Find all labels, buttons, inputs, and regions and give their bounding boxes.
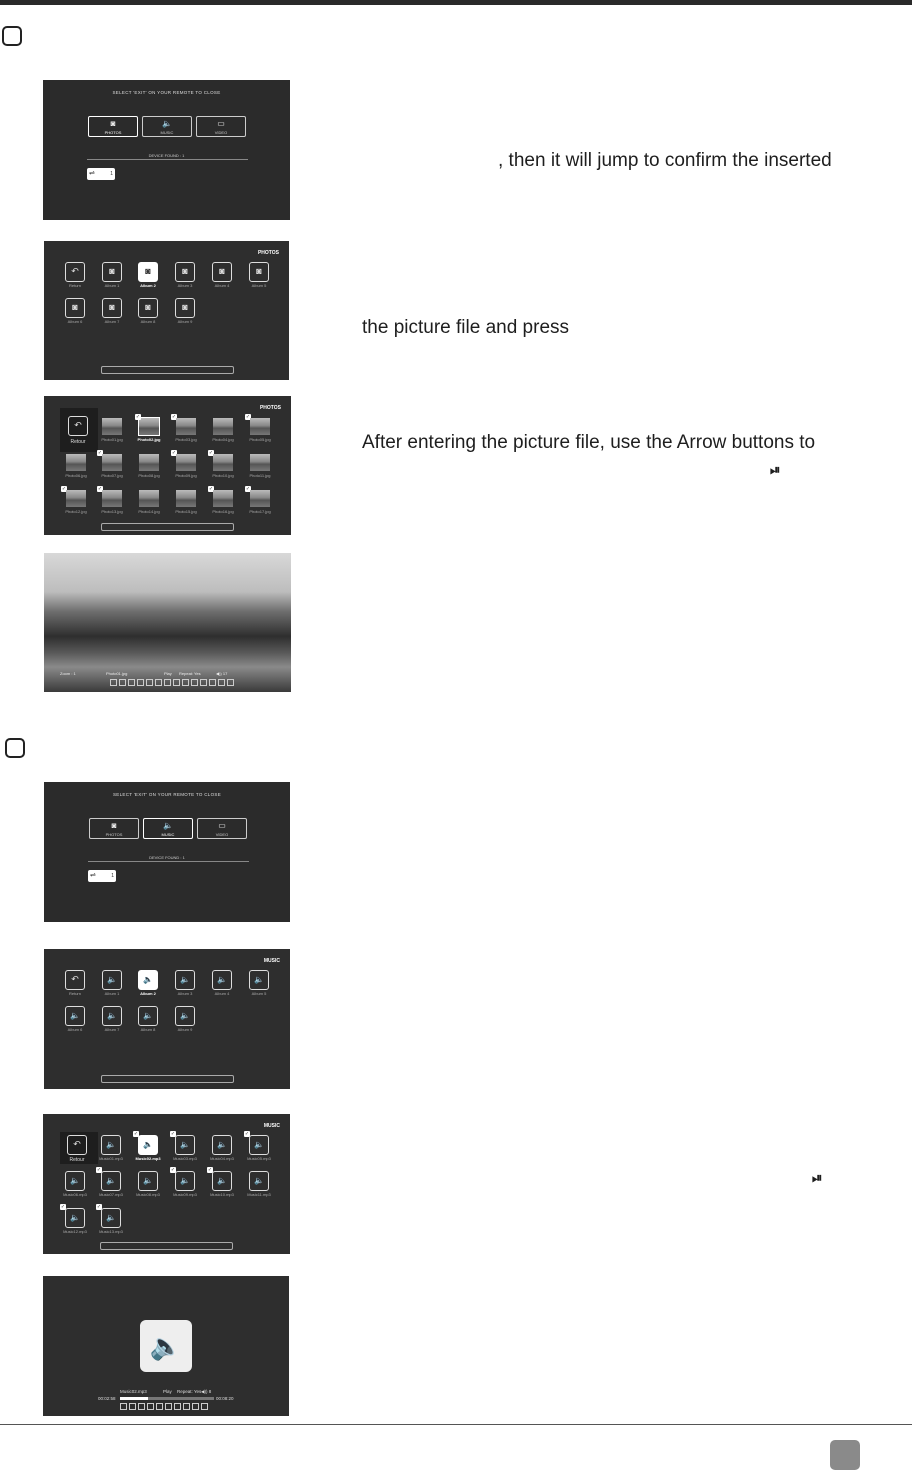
album-label: Album 3: [177, 283, 193, 288]
video-camera-icon: ▭: [217, 119, 225, 128]
music-file-icon: 🔈: [249, 1135, 269, 1155]
control-bar: [120, 1403, 208, 1410]
album-label: Album 6: [67, 1027, 83, 1032]
control-icon: [192, 1403, 199, 1410]
music-file-icon: 🔈: [65, 1208, 85, 1228]
screen-title: MUSIC: [263, 958, 280, 964]
status-bar: [101, 1075, 234, 1083]
control-icon: [227, 679, 234, 686]
control-icon: [174, 1403, 181, 1410]
screenshot-photo-albums: [44, 241, 289, 380]
album-label: Album 8: [140, 1027, 156, 1032]
music-label: Music04.mp3: [210, 1156, 234, 1161]
section-checkbox-photos: [2, 26, 22, 46]
album-icon: ◙: [102, 298, 122, 318]
photo-label: Photo10.jpg: [212, 473, 234, 478]
music-file-icon: 🔈: [212, 1171, 232, 1191]
screenshot-music-files: [43, 1114, 290, 1254]
track-name: Music02.mp3: [120, 1389, 147, 1394]
volume-level: ◀)) 8: [201, 1389, 212, 1394]
music-button-label: MUSIC: [160, 130, 174, 135]
play-state: Play: [163, 1389, 172, 1394]
speaker-icon: 🔈: [140, 1320, 192, 1372]
album-icon: ◙: [249, 262, 269, 282]
return-icon: ↶: [68, 416, 88, 436]
video-button: [196, 116, 246, 137]
retour-label: Retour: [69, 1157, 85, 1163]
usb-device-icon: ⇌ 1: [88, 870, 116, 882]
photo-label: Photo02.jpg: [137, 437, 161, 442]
volume-level: ◀)) 17: [216, 671, 228, 676]
total-time: 00:08:20: [216, 1396, 234, 1401]
photo-thumbnail: [102, 418, 122, 435]
page-number-badge: [830, 1440, 860, 1470]
album-icon: 🔈: [102, 970, 122, 990]
album-label: Album 7: [104, 319, 120, 324]
music-label: Music05.mp3: [247, 1156, 271, 1161]
music-file-icon: 🔈: [101, 1208, 121, 1228]
screen-header: SELECT 'EXIT' ON YOUR REMOTE TO CLOSE: [112, 90, 221, 95]
device-found-label: DEVICE FOUND : 1: [149, 855, 185, 860]
album-label: Album 9: [177, 319, 193, 324]
album-icon: ◙: [65, 298, 85, 318]
video-button-label: VIDEO: [215, 832, 229, 837]
control-icon: [164, 679, 171, 686]
photo-label: Photo05.jpg: [249, 437, 271, 442]
check-icon: ✓: [135, 414, 141, 420]
control-icon: [218, 679, 225, 686]
top-rule: [0, 0, 912, 5]
instruction-line-2: the picture file and press: [362, 317, 570, 338]
music-label: Music03.mp3: [173, 1156, 197, 1161]
screenshot-photo-files: [44, 396, 291, 535]
return-icon: ↶: [65, 970, 85, 990]
photo-thumbnail: [66, 490, 86, 507]
check-icon: ✓: [97, 486, 103, 492]
instruction-line-1: , then it will jump to confirm the inserted: [498, 150, 832, 171]
check-icon: ✓: [245, 486, 251, 492]
music-file-icon: 🔈: [249, 1171, 269, 1191]
elapsed-time: 00:02:58: [98, 1396, 116, 1401]
control-icon: [200, 679, 207, 686]
album-label: Album 1: [104, 991, 120, 996]
album-icon: ◙: [138, 298, 158, 318]
music-button-label: MUSIC: [161, 832, 175, 837]
screenshot-music-player: [43, 1276, 289, 1416]
photos-button: [88, 116, 138, 137]
photo-label: Photo15.jpg: [175, 509, 197, 514]
screen-header: SELECT 'EXIT' ON YOUR REMOTE TO CLOSE: [112, 792, 221, 797]
photo-label: Photo17.jpg: [249, 509, 271, 514]
music-label: Music01.mp3: [99, 1156, 123, 1161]
file-name: Photo01.jpg: [106, 671, 128, 676]
check-icon: ✓: [244, 1131, 250, 1137]
photo-thumbnail: [176, 418, 196, 435]
music-file-icon: 🔈: [175, 1171, 195, 1191]
photo-label: Photo11.jpg: [249, 473, 271, 478]
music-label: Music08.mp3: [136, 1192, 160, 1197]
album-label: Album 2: [140, 991, 156, 996]
album-icon: 🔈: [138, 1006, 158, 1026]
photo-label: Photo09.jpg: [175, 473, 197, 478]
progress-bar: [120, 1397, 214, 1400]
check-icon: ✓: [96, 1167, 102, 1173]
check-icon: ✓: [96, 1204, 102, 1210]
photo-label: Photo16.jpg: [212, 509, 234, 514]
music-label: Music06.mp3: [63, 1192, 87, 1197]
check-icon: ✓: [60, 1204, 66, 1210]
control-icon: [183, 1403, 190, 1410]
album-icon: 🔈: [249, 970, 269, 990]
music-label: Music12.mp3: [63, 1229, 87, 1234]
photo-label: Photo07.jpg: [101, 473, 123, 478]
music-file-icon-selected: 🔈: [138, 1135, 158, 1155]
music-label: Music10.mp3: [210, 1192, 234, 1197]
album-label: Album 2: [140, 283, 156, 288]
photo-thumbnail: [213, 490, 233, 507]
control-icon: [147, 1403, 154, 1410]
album-label: Album 5: [251, 991, 267, 996]
screen-title: PHOTOS: [257, 250, 279, 256]
album-label: Album 9: [177, 1027, 193, 1032]
music-label: Music09.mp3: [173, 1192, 197, 1197]
control-icon: [155, 679, 162, 686]
control-bar: [110, 679, 234, 686]
photos-button: [89, 818, 139, 839]
control-icon: [128, 679, 135, 686]
usb-device-number: 1: [110, 171, 113, 177]
photo-label: Photo14.jpg: [138, 509, 160, 514]
photo-thumbnail: [213, 418, 233, 435]
photos-button-label: PHOTOS: [105, 832, 123, 837]
album-icon: 🔈: [175, 970, 195, 990]
album-label: Return: [68, 283, 81, 288]
check-icon: ✓: [97, 450, 103, 456]
check-icon: ✓: [171, 414, 177, 420]
video-button-label: VIDEO: [214, 130, 228, 135]
control-icon: [191, 679, 198, 686]
music-label: Music07.mp3: [99, 1192, 123, 1197]
music-button: [143, 818, 193, 839]
progress-fill: [120, 1397, 148, 1400]
check-icon: ✓: [61, 486, 67, 492]
screenshot-music-albums: [44, 949, 290, 1089]
album-label: Album 6: [67, 319, 83, 324]
status-bar: [101, 523, 234, 531]
album-icon: 🔈: [65, 1006, 85, 1026]
album-label: Album 3: [177, 991, 193, 996]
control-icon: [182, 679, 189, 686]
screen-title: PHOTOS: [259, 405, 281, 411]
check-icon: ✓: [171, 450, 177, 456]
music-label: Music02.mp3: [135, 1156, 161, 1161]
control-icon: [156, 1403, 163, 1410]
photo-label: Photo08.jpg: [138, 473, 160, 478]
photo-thumbnail: [139, 454, 159, 471]
photo-thumbnail-selected: [139, 418, 159, 435]
control-icon: [120, 1403, 127, 1410]
screen-title: MUSIC: [263, 1123, 280, 1129]
device-found-label: DEVICE FOUND : 1: [148, 153, 185, 158]
photo-label: Photo13.jpg: [101, 509, 123, 514]
screenshot-device-photos: [43, 80, 290, 220]
speaker-icon: 🔈: [163, 821, 173, 830]
check-icon: ✓: [133, 1131, 139, 1137]
album-icon: 🔈: [212, 970, 232, 990]
album-label: Return: [68, 991, 81, 996]
album-icon: ◙: [175, 262, 195, 282]
music-file-icon: 🔈: [101, 1135, 121, 1155]
usb-device-icon: ⇌ 1: [87, 168, 115, 180]
album-icon-selected: 🔈: [138, 970, 158, 990]
check-icon: ✓: [208, 450, 214, 456]
music-file-icon: 🔈: [175, 1135, 195, 1155]
photos-button-label: PHOTOS: [104, 130, 122, 135]
photo-thumbnail: [250, 418, 270, 435]
album-icon-selected: ◙: [138, 262, 158, 282]
status-bar: [101, 366, 234, 374]
retour-label: Retour: [70, 439, 86, 445]
control-icon: [138, 1403, 145, 1410]
photo-thumbnail: [250, 454, 270, 471]
album-icon: ◙: [212, 262, 232, 282]
photo-thumbnail: [176, 490, 196, 507]
device-divider: [87, 159, 248, 160]
control-icon: [110, 679, 117, 686]
check-icon: ✓: [245, 414, 251, 420]
music-label: Music11.mp3: [247, 1192, 271, 1197]
camera-icon: ◙: [111, 821, 117, 830]
return-icon: ↶: [67, 1135, 87, 1155]
repeat-state: Repeat: Yes: [179, 671, 201, 676]
control-icon: [201, 1403, 208, 1410]
album-icon: 🔈: [102, 1006, 122, 1026]
photo-thumbnail: [102, 490, 122, 507]
control-icon: [165, 1403, 172, 1410]
play-state: Play: [164, 671, 172, 676]
album-icon: ◙: [175, 298, 195, 318]
photo-thumbnail: [176, 454, 196, 471]
status-bar: [100, 1242, 233, 1250]
photo-thumbnail: [102, 454, 122, 471]
check-icon: ✓: [170, 1167, 176, 1173]
photo-label: Photo06.jpg: [65, 473, 87, 478]
album-label: Album 8: [140, 319, 156, 324]
photo-label: Photo03.jpg: [175, 437, 197, 442]
photo-thumbnail: [213, 454, 233, 471]
speaker-icon: 🔈: [162, 119, 172, 128]
album-label: Album 4: [214, 991, 230, 996]
control-icon: [209, 679, 216, 686]
photo-label: Photo12.jpg: [65, 509, 87, 514]
control-icon: [129, 1403, 136, 1410]
photo-thumbnail: [250, 490, 270, 507]
album-label: Album 4: [214, 283, 230, 288]
music-file-icon: 🔈: [138, 1171, 158, 1191]
return-icon: ↶: [65, 262, 85, 282]
music-button: [142, 116, 192, 137]
album-label: Album 5: [251, 283, 267, 288]
repeat-state: Repeat: Yes: [177, 1389, 202, 1394]
video-camera-icon: ▭: [218, 821, 226, 830]
screenshot-device-music: [44, 782, 290, 922]
control-icon: [119, 679, 126, 686]
zoom-text: Zoom : 1: [60, 671, 76, 676]
play-pause-icon: ⏯: [812, 1170, 823, 1185]
music-file-icon: 🔈: [65, 1171, 85, 1191]
photo-label: Photo01.jpg: [101, 437, 123, 442]
device-divider: [88, 861, 249, 862]
photo-thumbnail: [66, 454, 86, 471]
check-icon: ✓: [170, 1131, 176, 1137]
control-icon: [146, 679, 153, 686]
photo-label: Photo04.jpg: [212, 437, 234, 442]
check-icon: ✓: [208, 486, 214, 492]
music-file-icon: 🔈: [212, 1135, 232, 1155]
play-pause-icon: ⏯: [770, 462, 781, 477]
control-icon: [173, 679, 180, 686]
control-icon: [137, 679, 144, 686]
usb-device-number: 1: [111, 873, 114, 879]
footer-rule: [0, 1424, 912, 1425]
screenshot-photo-view: [44, 553, 291, 692]
photo-thumbnail: [139, 490, 159, 507]
music-file-icon: 🔈: [101, 1171, 121, 1191]
album-icon: 🔈: [175, 1006, 195, 1026]
video-button: [197, 818, 247, 839]
section-checkbox-music: [5, 738, 25, 758]
instruction-line-3: After entering the picture file, use the Arrow buttons to: [362, 432, 816, 453]
album-label: Album 7: [104, 1027, 120, 1032]
album-label: Album 1: [104, 283, 120, 288]
camera-icon: ◙: [110, 119, 116, 128]
album-icon: ◙: [102, 262, 122, 282]
music-label: Music13.mp3: [99, 1229, 123, 1234]
check-icon: ✓: [207, 1167, 213, 1173]
